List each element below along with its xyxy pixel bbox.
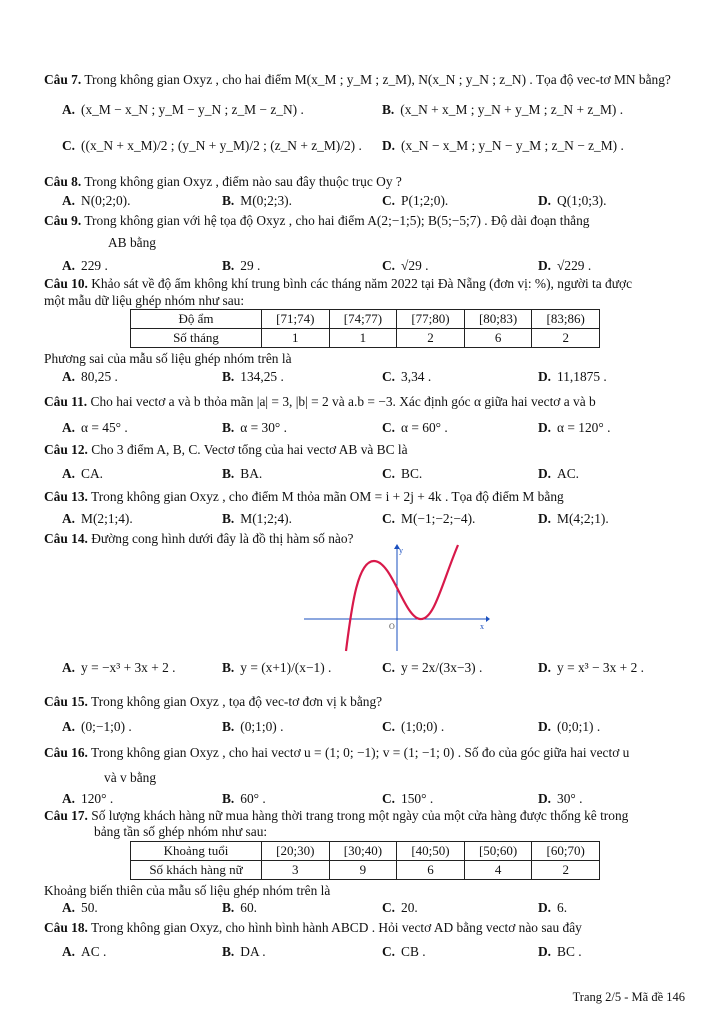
table-cell: [50;60) <box>464 842 532 861</box>
table-header: Số khách hàng nữ <box>131 861 262 880</box>
answer-D[interactable]: D. BC . <box>538 944 582 959</box>
answer-C[interactable]: C. 20. <box>382 900 418 915</box>
answer-A[interactable]: A. 80,25 . <box>62 369 118 384</box>
answer-D[interactable]: D. AC. <box>538 466 579 481</box>
answer-D[interactable]: D. α = 120° . <box>538 420 611 435</box>
data-table-humidity <box>130 309 600 348</box>
answer-C[interactable]: C. ((x_N + x_M)/2 ; (y_N + y_M)/2 ; (z_N + z_M)/2) . <box>62 138 362 153</box>
question-10-prompt: Phương sai của mẫu số liệu ghép nhóm trên là <box>44 351 292 366</box>
table-cell: 6 <box>464 329 532 348</box>
question-14: Câu 14. Đường cong hình dưới đây là đồ thị hàm số nào? <box>44 531 354 546</box>
question-9: Câu 9. Trong không gian với hệ tọa độ Oxyz , cho hai điểm A(2;−1;5); B(5;−5;7) . Độ dài đoạn thẳng <box>44 213 590 228</box>
answer-C[interactable]: C. y = 2x/(3x−3) . <box>382 660 483 675</box>
answer-C[interactable]: C. P(1;2;0). <box>382 193 449 208</box>
answer-C[interactable]: C. CB . <box>382 944 426 959</box>
answer-A[interactable]: A. AC . <box>62 944 107 959</box>
answer-C[interactable]: C. 3,34 . <box>382 369 432 384</box>
question-16-cont: và v bằng <box>104 770 157 785</box>
answer-D[interactable]: D. y = x³ − 3x + 2 . <box>538 660 644 675</box>
table-cell: 6 <box>397 861 465 880</box>
table-cell: [74;77) <box>329 310 397 329</box>
table-header: Khoảng tuổi <box>131 842 262 861</box>
table-cell: 2 <box>532 329 600 348</box>
question-10: Câu 10. Khảo sát về độ ẩm không khí trung bình các tháng năm 2022 tại Đà Nẵng (đơn vị: %), người ta được <box>44 276 633 291</box>
answer-A[interactable]: A. y = −x³ + 3x + 2 . <box>62 660 176 675</box>
answer-C[interactable]: C. (1;0;0) . <box>382 719 445 734</box>
cubic-curve <box>346 545 458 651</box>
table-cell: [60;70) <box>532 842 600 861</box>
answer-C[interactable]: C. 150° . <box>382 791 434 806</box>
table-cell: [71;74) <box>262 310 330 329</box>
y-axis-label: y <box>399 546 403 555</box>
answer-B[interactable]: B. 60° . <box>222 791 266 806</box>
question-11: Câu 11. Cho hai vectơ a và b thỏa mãn |a| = 3, |b| = 2 và a.b = −3. Xác định góc α giữa hai vectơ a và b <box>44 394 596 409</box>
answer-B[interactable]: B. 134,25 . <box>222 369 284 384</box>
table-cell: [20;30) <box>262 842 330 861</box>
answer-A[interactable]: A. 120° . <box>62 791 114 806</box>
table-cell: 2 <box>532 861 600 880</box>
answer-B[interactable]: B. (0;1;0) . <box>222 719 284 734</box>
origin-label: O <box>389 622 395 631</box>
answer-C[interactable]: C. M(−1;−2;−4). <box>382 511 476 526</box>
answer-C[interactable]: C. BC. <box>382 466 423 481</box>
answer-A[interactable]: A. 50. <box>62 900 98 915</box>
answer-B[interactable]: B. 29 . <box>222 258 261 273</box>
answer-B[interactable]: B. M(1;2;4). <box>222 511 292 526</box>
answer-A[interactable]: A. M(2;1;4). <box>62 511 133 526</box>
answer-B[interactable]: B. DA . <box>222 944 266 959</box>
function-graph <box>300 543 490 653</box>
question-17: Câu 17. Số lượng khách hàng nữ mua hàng thời trang trong một ngày của một cửa hàng được thống kê trong <box>44 808 629 823</box>
x-axis-arrow <box>486 616 490 622</box>
answer-B[interactable]: B. BA. <box>222 466 263 481</box>
answer-A[interactable]: A. (0;−1;0) . <box>62 719 132 734</box>
question-16: Câu 16. Trong không gian Oxyz , cho hai vectơ u = (1; 0; −1); v = (1; −1; 0) . Số đo của góc giữa hai vectơ u <box>44 745 630 760</box>
answer-D[interactable]: D. 11,1875 . <box>538 369 607 384</box>
answer-D[interactable]: D. (0;0;1) . <box>538 719 601 734</box>
answer-A[interactable]: A. (x_M − x_N ; y_M − y_N ; z_M − z_N) . <box>62 102 304 117</box>
answer-B[interactable]: B. 60. <box>222 900 258 915</box>
table-header: Số tháng <box>131 329 262 348</box>
answer-D[interactable]: D. (x_N − x_M ; y_N − y_M ; z_N − z_M) . <box>382 138 624 153</box>
question-12: Câu 12. Cho 3 điểm A, B, C. Vectơ tổng của hai vectơ AB và BC là <box>44 442 408 457</box>
table-cell: [80;83) <box>464 310 532 329</box>
answer-A[interactable]: A. α = 45° . <box>62 420 128 435</box>
question-8: Câu 8. Trong không gian Oxyz , điểm nào sau đây thuộc trục Oy ? <box>44 174 402 189</box>
table-cell: [30;40) <box>329 842 397 861</box>
answer-B[interactable]: B. (x_N + x_M ; y_N + y_M ; z_N + z_M) . <box>382 102 624 117</box>
table-cell: [40;50) <box>397 842 465 861</box>
answer-D[interactable]: D. 30° . <box>538 791 583 806</box>
table-cell: 1 <box>262 329 330 348</box>
table-cell: 1 <box>329 329 397 348</box>
page-footer: Trang 2/5 - Mã đề 146 <box>572 990 685 1004</box>
answer-C[interactable]: C. √29 . <box>382 258 429 273</box>
question-13: Câu 13. Trong không gian Oxyz , cho điểm M thỏa mãn OM = i + 2j + 4k . Tọa độ điểm M bằng <box>44 489 564 504</box>
data-table-customers <box>130 841 600 880</box>
question-7 <box>44 72 694 88</box>
answer-B[interactable]: B. M(0;2;3). <box>222 193 292 208</box>
question-10-cont: một mẫu dữ liệu ghép nhóm như sau: <box>44 293 245 308</box>
x-axis-label: x <box>480 622 484 631</box>
question-17-cont: bảng tần số ghép nhóm như sau: <box>94 824 268 839</box>
question-15: Câu 15. Trong không gian Oxyz , tọa độ vec-tơ đơn vị k bằng? <box>44 694 383 709</box>
question-17-prompt: Khoảng biến thiên của mẫu số liệu ghép nhóm trên là <box>44 883 331 898</box>
answer-A[interactable]: A. CA. <box>62 466 103 481</box>
question-18: Câu 18. Trong không gian Oxyz, cho hình bình hành ABCD . Hỏi vectơ AD bằng vectơ nào sau đây <box>44 920 582 935</box>
answer-D[interactable]: D. 6. <box>538 900 568 915</box>
answer-D[interactable]: D. √229 . <box>538 258 592 273</box>
answer-D[interactable]: D. M(4;2;1). <box>538 511 609 526</box>
table-cell: 4 <box>464 861 532 880</box>
table-cell: 3 <box>262 861 330 880</box>
table-cell: 2 <box>397 329 465 348</box>
answer-B[interactable]: B. y = (x+1)/(x−1) . <box>222 660 332 675</box>
answer-A[interactable]: A. N(0;2;0). <box>62 193 131 208</box>
answer-A[interactable]: A. 229 . <box>62 258 108 273</box>
question-label: Câu 7. <box>44 72 82 87</box>
answer-C[interactable]: C. α = 60° . <box>382 420 448 435</box>
answer-D[interactable]: D. Q(1;0;3). <box>538 193 607 208</box>
table-header: Độ ẩm <box>131 310 262 329</box>
table-cell: [77;80) <box>397 310 465 329</box>
table-cell: [83;86) <box>532 310 600 329</box>
answer-B[interactable]: B. α = 30° . <box>222 420 287 435</box>
question-9-cont: AB bằng <box>108 235 156 250</box>
table-cell: 9 <box>329 861 397 880</box>
question-text: Trong không gian Oxyz , cho hai điểm M(x_M ; y_M ; z_M), N(x_N ; y_N ; z_N) . Tọa độ vec-tơ MN bằng? <box>84 72 671 87</box>
